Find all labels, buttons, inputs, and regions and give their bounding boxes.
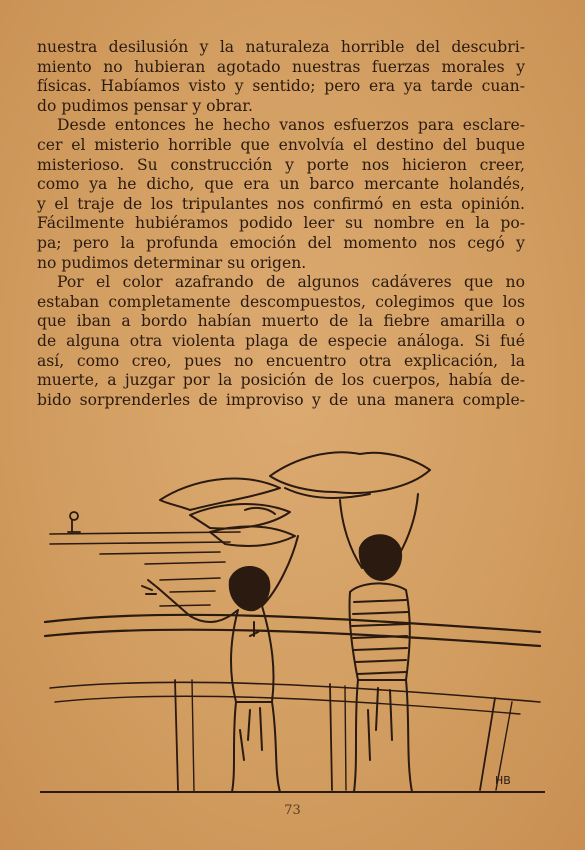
- text-line: como ya he dicho, que era un barco mercante holandés,: [37, 175, 525, 194]
- text-line: de alguna otra violenta plaga de especie análoga. Si fué: [37, 331, 525, 350]
- text-line: Desde entonces he hecho vanos esfuerzos para esclare-: [57, 116, 525, 135]
- text-line: no pudimos determinar su origen.: [37, 253, 307, 272]
- text-line: nuestra desilusión y la naturaleza horrible del descubri-: [37, 38, 525, 56]
- text-line: así, como creo, pues no encuentro otra explicación, la: [37, 351, 525, 370]
- text-line: muerte, a juzgar por la posición de los cuerpos, había de-: [37, 371, 525, 390]
- distant-buoy: [68, 512, 80, 532]
- text-line: estaban completamente descompuestos, colegimos que los: [37, 292, 525, 311]
- sea-lines: [50, 532, 240, 606]
- text-line: Fácilmente hubiéramos podido leer su nombre en la po-: [37, 214, 525, 233]
- artist-signature: HB: [495, 774, 511, 787]
- text-line: misterioso. Su construcción y porte nos hicieron creer,: [37, 155, 525, 174]
- body-text: [37, 38, 525, 410]
- ship-deck-illustration: [40, 440, 545, 810]
- page-number: 73: [284, 803, 301, 818]
- text-line: bido sorprenderles de improviso y de una manera comple-: [37, 390, 525, 409]
- text-line: que iban a bordo habían muerto de la fiebre amarilla o: [37, 312, 525, 331]
- right-figure: [340, 494, 418, 792]
- text-line: Por el color azafrando de algunos cadáveres que no: [57, 273, 525, 292]
- left-figure: [142, 536, 298, 792]
- text-line: cer el misterio horrible que envolvía el destino del buque: [37, 135, 525, 154]
- ship-rail: [40, 615, 545, 792]
- text-line: do pudimos pensar y obrar.: [37, 96, 254, 115]
- text-line: físicas. Habíamos visto y sentido; pero era ya tarde cuan-: [37, 77, 525, 96]
- text-line: miento no hubieran agotado nuestras fuerzas morales y: [37, 57, 525, 76]
- text-line: pa; pero la profunda emoción del momento nos cegó y: [37, 233, 525, 252]
- text-line: y el traje de los tripulantes nos confirmó en esta opinión.: [37, 194, 525, 213]
